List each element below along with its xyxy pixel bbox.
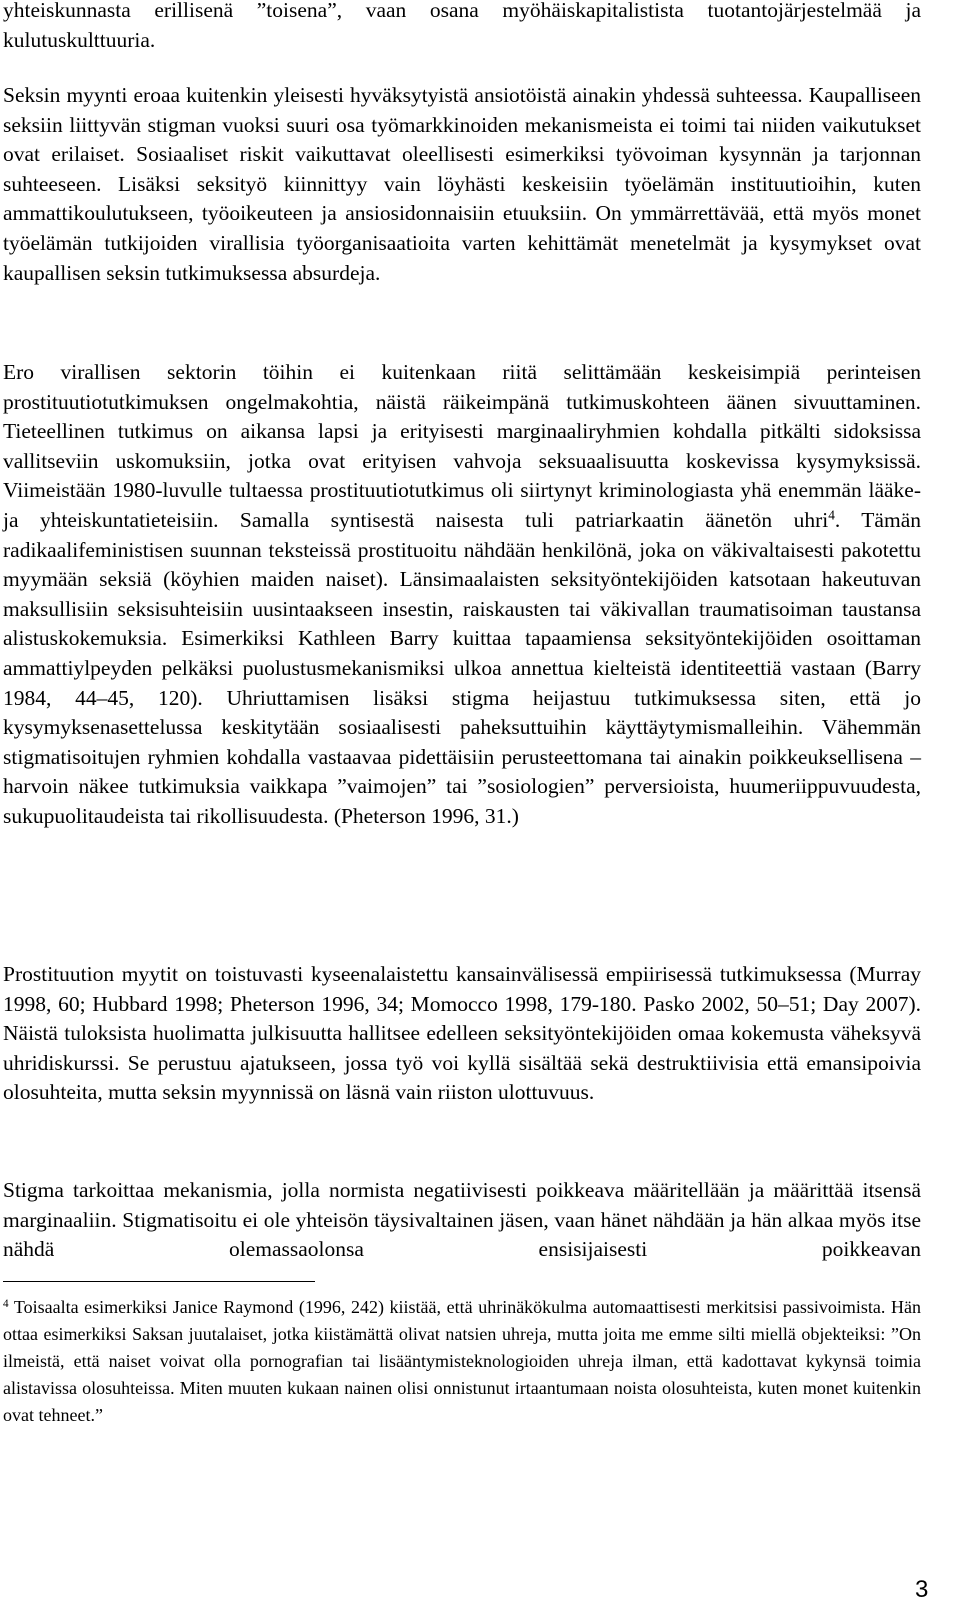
footnote: [3, 1294, 921, 1429]
footnote-separator: [3, 1281, 315, 1282]
paragraph-text-after-note: . Tämän radikaalifeministisen suunnan teksteissä prostituoitu nähdään henkilönä, joka on väkivaltaisesti pakotettu myymään seksiä (köyhien maiden naiset). Länsimaalaisten seksityöntekijöiden katsotaan hakeutuvan maksullisiin seksisuhteisiin uusintaakseen insestin, raiskausten tai väkivallan traumatisoiman taustansa alistuskokemuksia. Esimerkiksi Kathleen Barry kuittaa tapaamiensa seksityöntekijöiden osoittaman ammattiylpeyden pelkäksi puolustusmekanismiksi ulkoa annettua kielteistä identiteettiä vastaan (Barry 1984, 44–45, 120). Uhriuttamisen lisäksi stigma heijastuu tutkimuksessa siten, että jo kysymyksenasettelussa keskitytään sosiaalisesti paheksuttuihin käyttäytymismalleihin. Vähemmän stigmatisoitujen ryhmien kohdalla vastaavaa pidettäisiin perusteettomana tai ainakin poikkeuksellisena – harvoin näkee tutkimuksia vaikkapa ”vaimojen” tai ”sosiologien” perversioista, huumeriippuvuudesta, sukupuolitaudeista tai rikollisuudesta. (Pheterson 1996, 31.): [3, 507, 921, 828]
paragraph-research-problems: [3, 358, 921, 832]
paragraph-prostitution-myths: Prostituution myytit on toistuvasti kyseenalaistettu kansainvälisessä empiirisessä tutkimuksessa (Murray 1998, 60; Hubbard 1998; Pheterson 1996, 34; Momocco 1998, 179-180. Pasko 2002, 50–51; Day 2007). Näistä tuloksista huolimatta julkisuutta hallitsee edelleen seksityöntekijöiden omaa kokemusta väheksyvä uhridiskurssi. Se perustuu ajatukseen, jossa työ voi kyllä sisältää sekä destruktiivisia että emansipoivia olosuhteita, mutta seksin myynnissä on läsnä vain riiston ulottuvuus.: [3, 962, 921, 1105]
page-number: 3: [915, 1576, 929, 1603]
paragraph-text-before-note: Ero virallisen sektorin töihin ei kuitenkaan riitä selittämään keskeisimpiä perinteisen prostituutiotutkimuksen ongelmakohtia, näistä räikeimpänä tutkimuskohteen äänen sivuuttaminen. Tieteellinen tutkimus on aikansa lapsi ja erityisesti marginaaliryhmien kohdalla pitkälti sidoksissa vallitseviin uskomuksiin, jotka ovat erityisen vahvoja seksuaalisuutta koskevissa kysymyksissä. Viimeistään 1980-luvulle tultaessa prostituutiotutkimus oli siirtynyt kriminologiasta yhä enemmän lääke- ja yhteiskuntatieteisiin. Samalla syntisestä naisesta tuli patriarkaatin äänetön uhri: [3, 360, 921, 532]
footnote-number: 4: [3, 1297, 9, 1310]
paragraph-continuation: yhteiskunnasta erillisenä ”toisena”, vaan osana myöhäiskapitalistista tuotantojärjestelmää ja kulutuskulttuuria.: [3, 0, 921, 52]
paragraph-sex-work-stigma: Seksin myynti eroaa kuitenkin yleisesti hyväksytyistä ansiotöistä ainakin yhdessä suhteessa. Kaupalliseen seksiin liittyvän stigman vuoksi suuri osa työmarkkinoiden mekanismeista ei toimi tai niiden vaikutukset ovat erilaiset. Sosiaaliset riskit vaikuttavat oleellisesti esimerkiksi työvoiman kysynnän ja tarjonnan suhteeseen. Lisäksi seksityö kiinnittyy vain löyhästi keskeisiin työelämän instituutioihin, kuten ammattikoulutukseen, työoikeuteen ja ansiosidonnaisiin etuuksiin. On ymmärrettävää, että myös monet työelämän tutkijoiden virallisia työorganisaatioita varten kehittämät menetelmät ja kysymykset ovat kaupallisen seksin tutkimuksessa absurdeja.: [3, 83, 921, 285]
footnote-text: Toisaalta esimerkiksi Janice Raymond (1996, 242) kiistää, että uhrinäkökulma automaattisesti merkitsisi passivoimista. Hän ottaa esimerkiksi Saksan juutalaiset, jotka kiistämättä olivat natsien uhreja, mutta joita me emme silti miellä objekteiksi: ”On ilmeistä, että naiset voivat olla pornografian tai lisääntymisteknologioiden uhreja ilman, että kadottavat kykynsä toimia alistavissa olosuhteissa. Miten muuten kukaan nainen olisi onnistunut irtaantumaan noista olosuhteista, kuten monet kuitenkin ovat tehneet.”: [3, 1297, 921, 1425]
footnote-reference[interactable]: 4: [828, 507, 835, 523]
paragraph-stigma-definition: Stigma tarkoittaa mekanismia, jolla normista negatiivisesti poikkeava määritellään ja määrittää itsensä marginaaliin. Stigmatisoitu ei ole yhteisön täysivaltainen jäsen, vaan hänet nähdään ja hän alkaa myös itse nähdä olemassaolonsa ensisijaisesti poikkeavan: [3, 1178, 921, 1262]
